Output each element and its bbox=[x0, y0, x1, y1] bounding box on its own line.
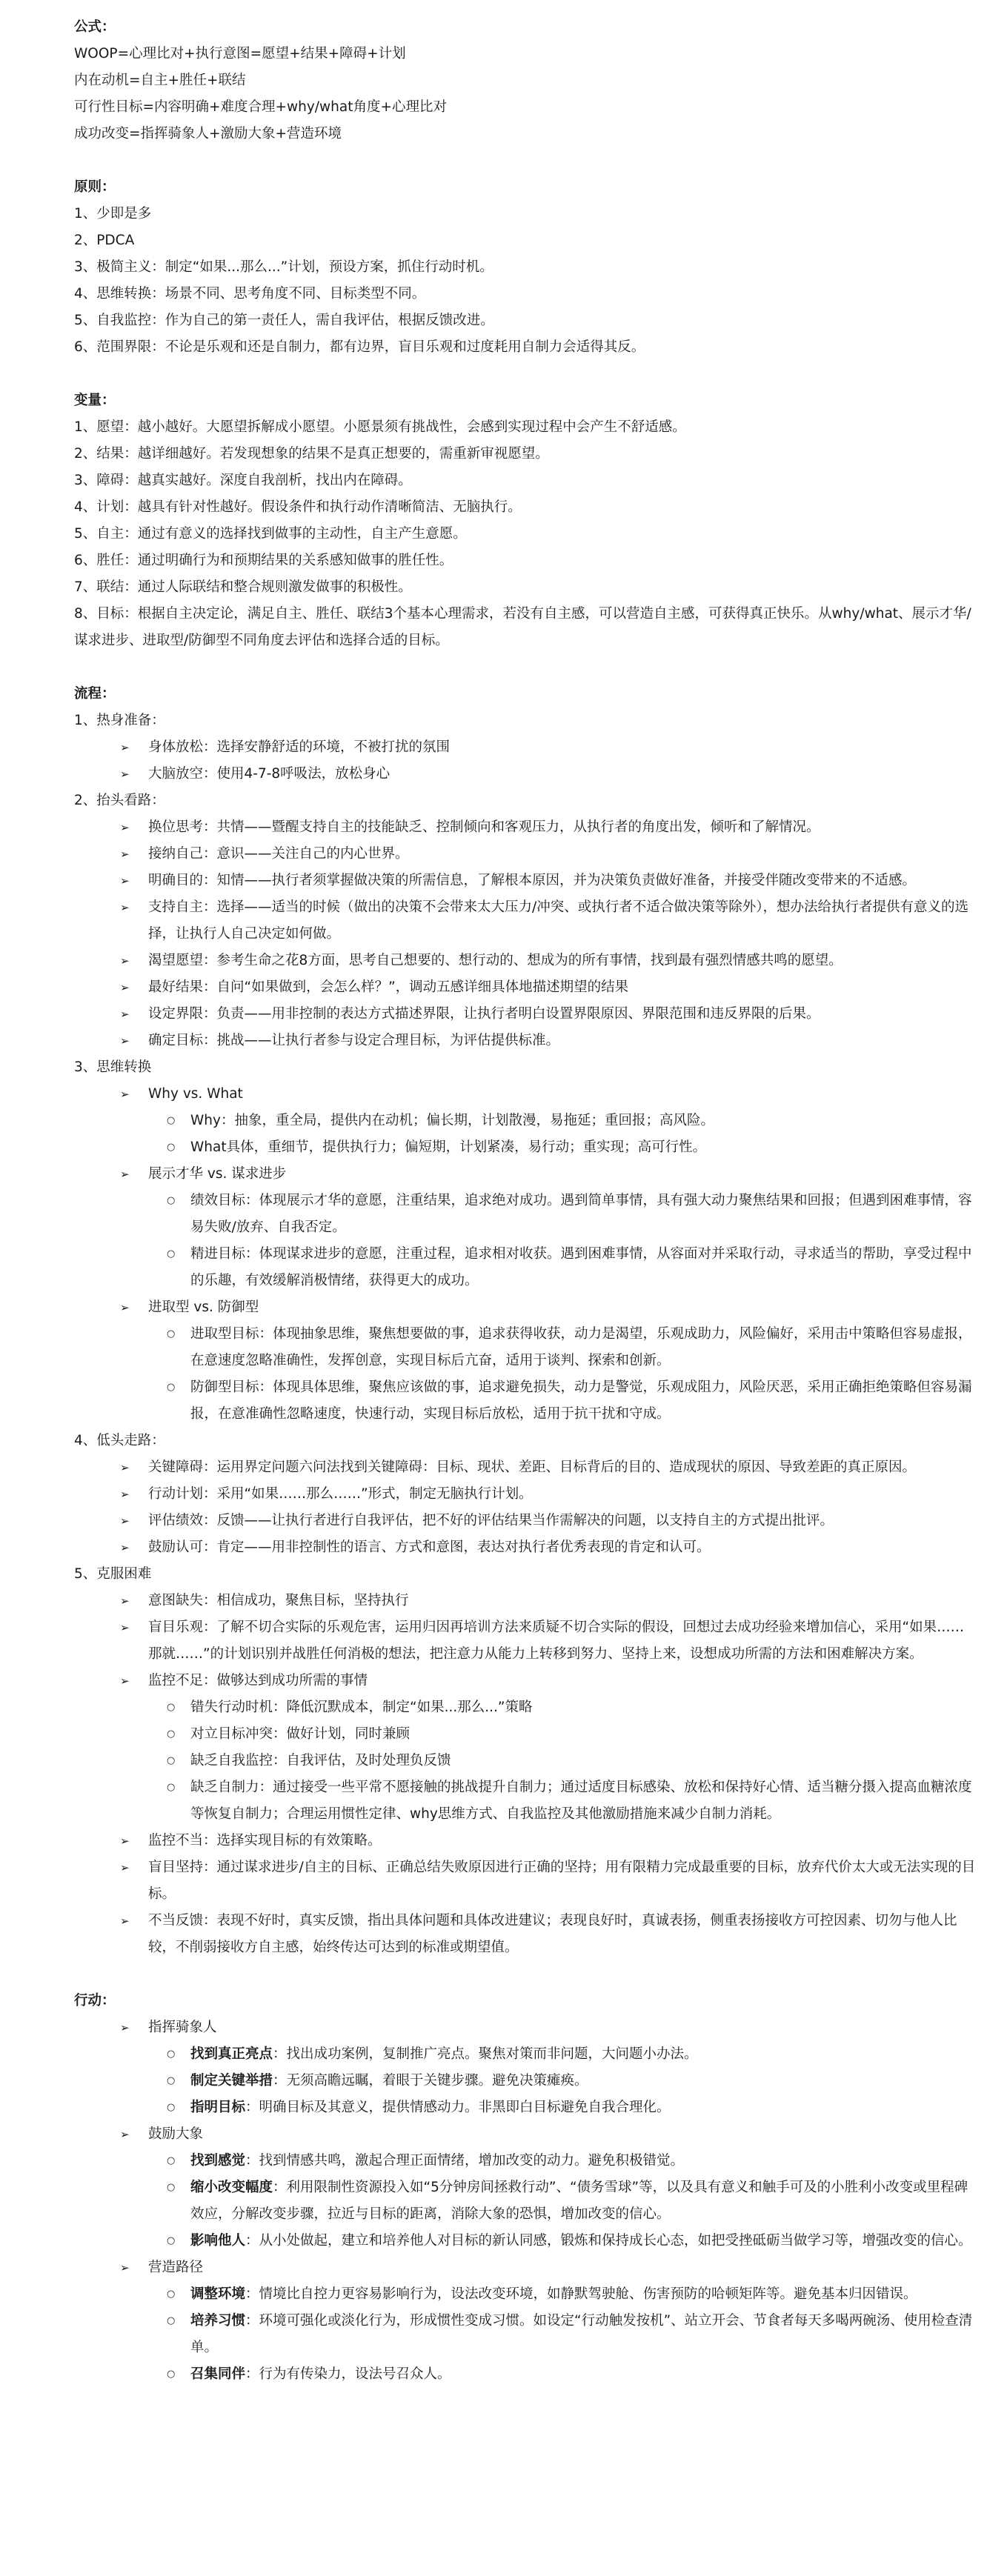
principle-line: 4、思维转换：场景不同、思考角度不同、目标类型不同。 bbox=[74, 286, 426, 302]
variables-section bbox=[74, 387, 977, 654]
list-item: ➢ 鼓励认可：肯定——用非控制性的语言、方式和意图，表达对执行者优秀表现的肯定和认可。 bbox=[74, 1534, 977, 1561]
process-step-heading: 2、抬头看路： bbox=[74, 793, 165, 808]
list-item: ➢ 不当反馈：表现不好时，真实反馈，指出具体问题和具体改进建议；表现良好时，真诚表扬，侧重表扬接收方可控因素、切勿与他人比较，不削弱接收方自主感，始终传达可达到的标准或期望值。 bbox=[74, 1908, 977, 1961]
circle-bullet-icon: ○ bbox=[167, 2049, 176, 2060]
circle-bullet-icon: ○ bbox=[167, 2155, 176, 2166]
arrow-bullet-icon: ➢ bbox=[120, 954, 130, 968]
formulas-title: 公式： bbox=[74, 19, 116, 35]
sub-list-item: ○ 对立目标冲突：做好计划，同时兼顾 bbox=[74, 1721, 977, 1748]
principle-line: 6、范围界限：不论是乐观和还是自制力，都有边界，盲目乐观和过度耗用自制力会适得其反。 bbox=[74, 339, 645, 355]
list-item: ➢ 意图缺失：相信成功，聚焦目标，坚持执行 bbox=[74, 1588, 977, 1614]
arrow-bullet-icon: ➢ bbox=[120, 1621, 130, 1634]
circle-bullet-icon: ○ bbox=[167, 2102, 176, 2113]
circle-bullet-icon: ○ bbox=[167, 2369, 176, 2380]
sub-list-item: ○ 缺乏自制力：通过接受一些平常不愿接触的挑战提升自制力；通过适度目标感染、放松和保持好心情、适当糖分摄入提高血糖浓度等恢复自制力；合理运用惯性定律、why思维方式、自我监控及其他激励措施来减少自制力消耗。 bbox=[74, 1774, 977, 1828]
formula-line: 可行性目标=内容明确+难度合理+why/what角度+心理比对 bbox=[74, 99, 447, 115]
circle-bullet-icon: ○ bbox=[167, 1755, 176, 1766]
circle-bullet-icon: ○ bbox=[167, 1728, 176, 1740]
list-item: ➢ 鼓励大象 bbox=[74, 2121, 977, 2148]
list-item: ➢ 监控不足：做够达到成功所需的事情 bbox=[74, 1668, 977, 1694]
arrow-bullet-icon: ➢ bbox=[120, 1861, 130, 1874]
arrow-bullet-icon: ➢ bbox=[120, 1008, 130, 1021]
list-item: ➢ 明确目的：知情——执行者须掌握做决策的所需信息，了解根本原因，并为决策负责做好准备，并接受伴随改变带来的不适感。 bbox=[74, 868, 977, 894]
arrow-bullet-icon: ➢ bbox=[120, 768, 130, 781]
arrow-bullet-icon: ➢ bbox=[120, 1488, 130, 1501]
sub-list-item: ○ 找到感觉：找到情感共鸣，激起合理正面情绪，增加改变的动力。避免积极错觉。 bbox=[74, 2148, 977, 2174]
arrow-bullet-icon: ➢ bbox=[120, 981, 130, 994]
variable-line: 2、结果：越详细越好。若发现想象的结果不是真正想要的，需重新审视愿望。 bbox=[74, 446, 549, 462]
arrow-bullet-icon: ➢ bbox=[120, 1914, 130, 1928]
list-item: ➢ 展示才华 vs. 谋求进步 bbox=[74, 1161, 977, 1188]
arrow-bullet-icon: ➢ bbox=[120, 874, 130, 888]
principles-section bbox=[74, 174, 977, 361]
list-item: ➢ 接纳自己：意识——关注自己的内心世界。 bbox=[74, 841, 977, 868]
process-step-heading: 1、热身准备： bbox=[74, 713, 165, 728]
principle-line: 1、少即是多 bbox=[74, 206, 152, 222]
formula-line: 内在动机=自主+胜任+联结 bbox=[74, 73, 246, 88]
variable-line: 5、自主：通过有意义的选择找到做事的主动性，自主产生意愿。 bbox=[74, 526, 467, 542]
arrow-bullet-icon: ➢ bbox=[120, 1541, 130, 1554]
circle-bullet-icon: ○ bbox=[167, 2075, 176, 2086]
list-item: ➢ 监控不当：选择实现目标的有效策略。 bbox=[74, 1828, 977, 1854]
principle-line: 5、自我监控：作为自己的第一责任人，需自我评估，根据反馈改进。 bbox=[74, 313, 494, 328]
sub-list-item: ○ 召集同伴：行为有传染力，设法号召众人。 bbox=[74, 2361, 977, 2388]
sub-list-item: ○ 进取型目标：体现抽象思维，聚焦想要做的事，追求获得收获，动力是渴望，乐观成助力，风险偏好，采用击中策略但容易虚报，在意速度忽略准确性，发挥创意，实现目标后亢奋，适用于谈判、探索和创新。 bbox=[74, 1321, 977, 1374]
variable-line: 7、联结：通过人际联结和整合规则激发做事的积极性。 bbox=[74, 579, 412, 595]
principle-line: 2、PDCA bbox=[74, 233, 135, 248]
variables-title: 变量： bbox=[74, 393, 116, 408]
list-item: ➢ 评估绩效：反馈——让执行者进行自我评估，把不好的评估结果当作需解决的问题，以支持自主的方式提出批评。 bbox=[74, 1508, 977, 1534]
formula-line: WOOP=心理比对+执行意图=愿望+结果+障碍+计划 bbox=[74, 46, 406, 61]
sub-list-item: ○ 培养习惯：环境可强化或淡化行为，形成惯性变成习惯。如设定“行动触发按机”、站立开会、节食者每天多喝两碗汤、使用检查清单。 bbox=[74, 2308, 977, 2361]
sub-list-item: ○ 绩效目标：体现展示才华的意愿，注重结果，追求绝对成功。遇到简单事情，具有强大动力聚焦结果和回报；但遇到困难事情，容易失败/放弃、自我否定。 bbox=[74, 1188, 977, 1241]
list-item: ➢ 盲目坚持：通过谋求进步/自主的目标、正确总结失败原因进行正确的坚持；用有限精力完成最重要的目标，放弃代价太大或无法实现的目标。 bbox=[74, 1854, 977, 1908]
circle-bullet-icon: ○ bbox=[167, 2315, 176, 2326]
list-item: ➢ 身体放松：选择安静舒适的环境，不被打扰的氛围 bbox=[74, 734, 977, 761]
process-step-heading: 3、思维转换 bbox=[74, 1059, 152, 1075]
list-item: ➢ 渴望愿望：参考生命之花8方面，思考自己想要的、想行动的、想成为的所有事情，找到最有强烈情感共鸣的愿望。 bbox=[74, 948, 977, 974]
arrow-bullet-icon: ➢ bbox=[120, 1514, 130, 1528]
circle-bullet-icon: ○ bbox=[167, 1702, 176, 1713]
principles-title: 原则： bbox=[74, 179, 116, 195]
circle-bullet-icon: ○ bbox=[167, 1782, 176, 1793]
arrow-bullet-icon: ➢ bbox=[120, 741, 130, 754]
arrow-bullet-icon: ➢ bbox=[120, 1034, 130, 1048]
variable-line: 8、目标：根据自主决定论，满足自主、胜任、联结3个基本心理需求，若没有自主感，可以营造自主感，可获得真正快乐。从why/what、展示才华/谋求进步、进取型/防御型不同角度去评估和选择合适的目标。 bbox=[74, 606, 971, 648]
circle-bullet-icon: ○ bbox=[167, 2235, 176, 2246]
circle-bullet-icon: ○ bbox=[167, 2289, 176, 2300]
list-item: ➢ 进取型 vs. 防御型 bbox=[74, 1294, 977, 1321]
list-item: ➢ 盲目乐观：了解不切合实际的乐观危害，运用归因再培训方法来质疑不切合实际的假设，回想过去成功经验来增加信心，采用“如果……那就……”的计划识别并战胜任何消极的想法，把注意力从能力上转移到努力、坚持上来，设想成功所需的方法和困难解决方案。 bbox=[74, 1614, 977, 1668]
arrow-bullet-icon: ➢ bbox=[120, 2128, 130, 2141]
circle-bullet-icon: ○ bbox=[167, 1195, 176, 1206]
sub-list-item: ○ 指明目标：明确目标及其意义，提供情感动力。非黑即白目标避免自我合理化。 bbox=[74, 2094, 977, 2121]
sub-list-item: ○ 找到真正亮点：找出成功案例，复制推广亮点。聚焦对策而非问题，大问题小办法。 bbox=[74, 2041, 977, 2068]
list-item: ➢ 最好结果：自问“如果做到，会怎么样？”，调动五感详细具体地描述期望的结果 bbox=[74, 974, 977, 1001]
arrow-bullet-icon: ➢ bbox=[120, 2261, 130, 2274]
sub-list-item: ○ 缺乏自我监控：自我评估，及时处理负反馈 bbox=[74, 1748, 977, 1774]
sub-list-item: ○ 缩小改变幅度：利用限制性资源投入如“5分钟房间拯救行动”、“债务雪球”等，以及具有意义和触手可及的小胜利小改变或里程碑效应，分解改变步骤，拉近与目标的距离，消除大象的恐惧，增加改变的信心。 bbox=[74, 2174, 977, 2228]
process-title: 流程： bbox=[74, 686, 116, 702]
circle-bullet-icon: ○ bbox=[167, 1382, 176, 1393]
variable-line: 4、计划：越具有针对性越好。假设条件和执行动作清晰简洁、无脑执行。 bbox=[74, 499, 522, 515]
variable-line: 6、胜任：通过明确行为和预期结果的关系感知做事的胜任性。 bbox=[74, 553, 453, 568]
list-item: ➢ 支持自主：选择——适当的时候（做出的决策不会带来太大压力/冲突、或执行者不适合做决策等除外），想办法给执行者提供有意义的选择，让执行人自己决定如何做。 bbox=[74, 894, 977, 948]
arrow-bullet-icon: ➢ bbox=[120, 848, 130, 861]
circle-bullet-icon: ○ bbox=[167, 2182, 176, 2193]
arrow-bullet-icon: ➢ bbox=[120, 1834, 130, 1848]
sub-list-item: ○ 调整环境：情境比自控力更容易影响行为，设法改变环境，如静默驾驶舱、伤害预防的哈顿矩阵等。避免基本归因错误。 bbox=[74, 2281, 977, 2308]
sub-list-item: ○ 制定关键举措：无须高瞻远瞩，着眼于关键步骤。避免决策瘫痪。 bbox=[74, 2068, 977, 2094]
list-item: ➢ 行动计划：采用“如果……那么……”形式，制定无脑执行计划。 bbox=[74, 1481, 977, 1508]
sub-list-item: ○ 防御型目标：体现具体思维，聚焦应该做的事，追求避免损失，动力是警觉，乐观成阻力，风险厌恶，采用正确拒绝策略但容易漏报，在意准确性忽略速度，快速行动，实现目标后放松，适用于抗干扰和守成。 bbox=[74, 1374, 977, 1428]
list-item: ➢ 大脑放空：使用4-7-8呼吸法，放松身心 bbox=[74, 761, 977, 788]
circle-bullet-icon: ○ bbox=[167, 1115, 176, 1126]
arrow-bullet-icon: ➢ bbox=[120, 1461, 130, 1474]
process-step-heading: 4、低头走路： bbox=[74, 1433, 165, 1448]
circle-bullet-icon: ○ bbox=[167, 1328, 176, 1339]
sub-list-item: ○ 精进目标：体现谋求进步的意愿，注重过程，追求相对收获。遇到困难事情，从容面对并采取行动，寻求适当的帮助，享受过程中的乐趣，有效缓解消极情绪，获得更大的成功。 bbox=[74, 1241, 977, 1294]
arrow-bullet-icon: ➢ bbox=[120, 821, 130, 834]
arrow-bullet-icon: ➢ bbox=[120, 1594, 130, 1608]
formulas-section bbox=[74, 14, 977, 147]
list-item: ➢ 换位思考：共情——暨醒支持自主的技能缺乏、控制倾向和客观压力，从执行者的角度出发，倾听和了解情况。 bbox=[74, 814, 977, 841]
circle-bullet-icon: ○ bbox=[167, 1248, 176, 1259]
variable-line: 1、愿望：越小越好。大愿望拆解成小愿望。小愿景须有挑战性，会感到实现过程中会产生不舒适感。 bbox=[74, 419, 686, 435]
sub-list-item: ○ Why：抽象，重全局，提供内在动机；偏长期，计划散漫，易拖延；重回报；高风险。 bbox=[74, 1108, 977, 1134]
arrow-bullet-icon: ➢ bbox=[120, 1088, 130, 1101]
list-item: ➢ 设定界限：负责——用非控制的表达方式描述界限，让执行者明白设置界限原因、界限范围和违反界限的后果。 bbox=[74, 1001, 977, 1028]
list-item: ➢ Why vs. What bbox=[74, 1081, 977, 1108]
circle-bullet-icon: ○ bbox=[167, 1142, 176, 1153]
sub-list-item: ○ 错失行动时机：降低沉默成本，制定“如果...那么...”策略 bbox=[74, 1694, 977, 1721]
arrow-bullet-icon: ➢ bbox=[120, 901, 130, 914]
process-step-heading: 5、克服困难 bbox=[74, 1566, 152, 1582]
process-section bbox=[74, 681, 977, 1961]
actions-title: 行动： bbox=[74, 1993, 116, 2008]
arrow-bullet-icon: ➢ bbox=[120, 2021, 130, 2034]
sub-list-item: ○ 影响他人：从小处做起，建立和培养他人对目标的新认同感，锻炼和保持成长心态，如把受挫砥砺当做学习等，增强改变的信心。 bbox=[74, 2228, 977, 2254]
arrow-bullet-icon: ➢ bbox=[120, 1168, 130, 1181]
list-item: ➢ 关键障碍：运用界定问题六问法找到关键障碍：目标、现状、差距、目标背后的目的、造成现状的原因、导致差距的真正原因。 bbox=[74, 1454, 977, 1481]
list-item: ➢ 指挥骑象人 bbox=[74, 2014, 977, 2041]
variable-line: 3、障碍：越真实越好。深度自我剖析，找出内在障碍。 bbox=[74, 473, 412, 488]
list-item: ➢ 确定目标：挑战——让执行者参与设定合理目标，为评估提供标准。 bbox=[74, 1028, 977, 1054]
actions-section bbox=[74, 1988, 977, 2388]
arrow-bullet-icon: ➢ bbox=[120, 1674, 130, 1688]
list-item: ➢ 营造路径 bbox=[74, 2254, 977, 2281]
principle-line: 3、极简主义：制定“如果...那么...”计划，预设方案，抓住行动时机。 bbox=[74, 259, 493, 275]
sub-list-item: ○ What具体，重细节，提供执行力；偏短期，计划紧凑，易行动；重实现；高可行性。 bbox=[74, 1134, 977, 1161]
arrow-bullet-icon: ➢ bbox=[120, 1301, 130, 1314]
formula-line: 成功改变=指挥骑象人+激励大象+营造环境 bbox=[74, 126, 342, 142]
